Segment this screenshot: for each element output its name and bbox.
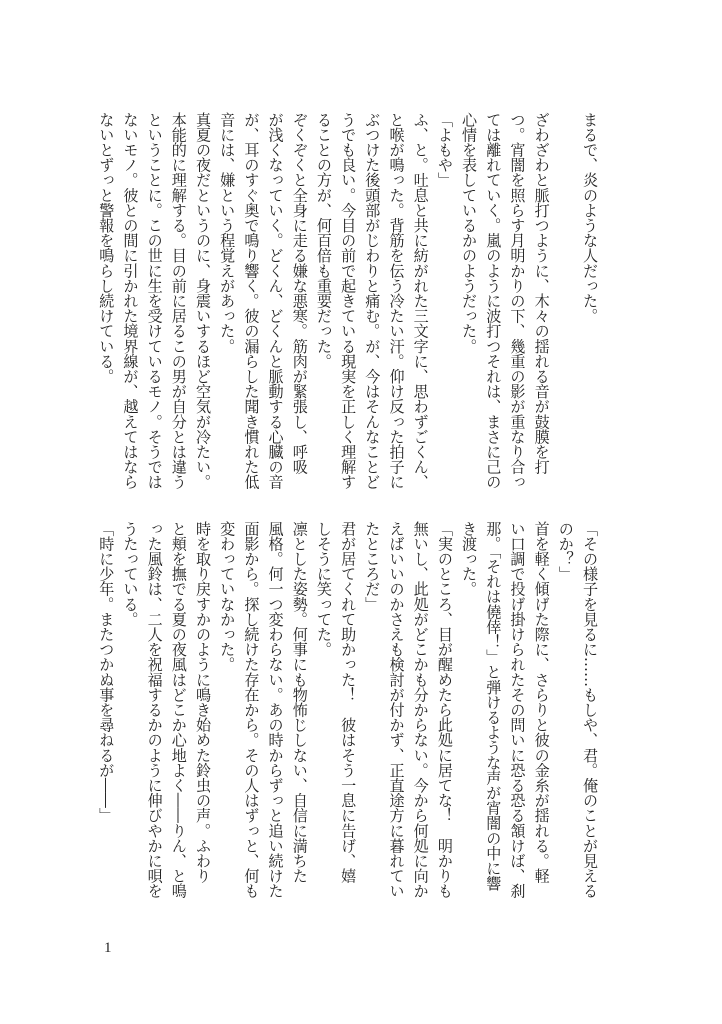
text-line: まるで、炎のような人だった。 xyxy=(581,112,599,324)
text-line: 真夏の夜だというのに、身震いするほど空気が冷たい。 xyxy=(194,112,212,490)
page-number: 1 xyxy=(104,940,112,956)
text-line: 時を取り戻すかのように鳴き始めた鈴虫の声。ふわり xyxy=(194,521,212,884)
text-line: ないモノ。彼との間に引かれた境界線が、越えてはなら xyxy=(121,112,140,490)
text-line: と喉が鳴った。背筋を伝う冷たい汗。仰け反った拍子に xyxy=(387,112,406,490)
text-line: 「実のところ、目が醒めたら此処に居てな！ 明かりも xyxy=(435,521,454,899)
text-line: うでも良い。今目の前で起きている現実を正しく理解す xyxy=(339,112,358,490)
text-line: 「よもや」 xyxy=(435,112,454,188)
text-line: 君が居てくれて助かった！ 彼はそう一息に告げ、嬉 xyxy=(339,521,358,884)
text-line: しそうに笑ってた。 xyxy=(314,521,333,657)
text-line: 本能的に理解する。目の前に居るこの男が自分とは違う xyxy=(169,112,188,490)
text-line: き渡った。 xyxy=(460,521,479,597)
text-line xyxy=(554,112,578,492)
text-line: 那。「それは僥倖！」と弾けるような声が宵闇の中に響 xyxy=(484,521,503,891)
text-line: った風鈴は、二人を祝福するかのように伸びやかに唄を xyxy=(145,521,164,899)
text-line: ふ、と。吐息と共に紡がれた三文字に、思わずごくん、 xyxy=(411,112,430,490)
text-line: い口調で投げ掛けられたその問いに恐る恐る頷けば、刹 xyxy=(508,521,527,899)
text-line: 面影から。探し続けた存在から。その人はずっと、何も xyxy=(242,521,261,899)
text-line: たところだ」 xyxy=(363,521,382,612)
text-line: ぶつけた後頭部がじわりと痛む。が、今はそんなことど xyxy=(363,112,382,490)
text-line: のか？」 xyxy=(556,521,575,582)
text-block-upper xyxy=(94,112,602,492)
text-line: 首を軽く傾げた際に、さらりと彼の金糸が揺れる。軽 xyxy=(532,521,551,884)
text-line: ということに。この世に生を受けているモノ。そうでは xyxy=(145,112,164,490)
text-line: が、耳のすぐ奥で鳴り響く。彼の漏らした聞き慣れた低 xyxy=(242,112,261,490)
text-line: と頬を撫でる夏の夜風はどこか心地よく――りん、と鳴 xyxy=(169,521,188,899)
text-line: 変わっていなかった。 xyxy=(218,521,237,672)
text-line: ざわざわと脈打つように、木々の揺れる音が鼓膜を打 xyxy=(532,112,551,475)
text-line: 「その様子を見るに……もしや、君。俺のことが見える xyxy=(581,521,599,899)
text-line: ては離れていく。嵐のように波打つそれは、まさに己の xyxy=(484,112,503,490)
text-line: ないとずっと警報を鳴らし続けている。 xyxy=(97,112,116,384)
text-line: つ。宵闇を照らす月明かりの下、幾重の影が重なり合っ xyxy=(508,112,527,490)
text-line: 音には、嫌という程覚えがあった。 xyxy=(218,112,237,354)
text-line: 凛とした姿勢。何事にも物怖じしない、自信に満ちた xyxy=(290,521,309,884)
text-line: が浅くなっていく。どくん、どくんと脈動する心臓の音 xyxy=(266,112,285,490)
text-block-lower xyxy=(94,521,602,901)
text-line: 無いし、此処がどこかも分からない。今から何処に向か xyxy=(411,521,430,899)
text-line: 心情を表しているかのようだった。 xyxy=(460,112,479,354)
text-line: えばいいのかさえも検討が付かず、正直途方に暮れてい xyxy=(387,521,406,899)
text-line: ぞくぞくと全身に走る嫌な悪寒。筋肉が緊張し、呼吸 xyxy=(290,112,309,475)
text-line: うたっている。 xyxy=(121,521,140,627)
text-line: 風格。何一つ変わらない。あの時からずっと追い続けた xyxy=(266,521,285,899)
text-line: 「時に少年。またつかぬ事を尋ねるが――」 xyxy=(97,521,116,823)
text-line: ることの方が、何百倍も重要だった。 xyxy=(314,112,333,369)
